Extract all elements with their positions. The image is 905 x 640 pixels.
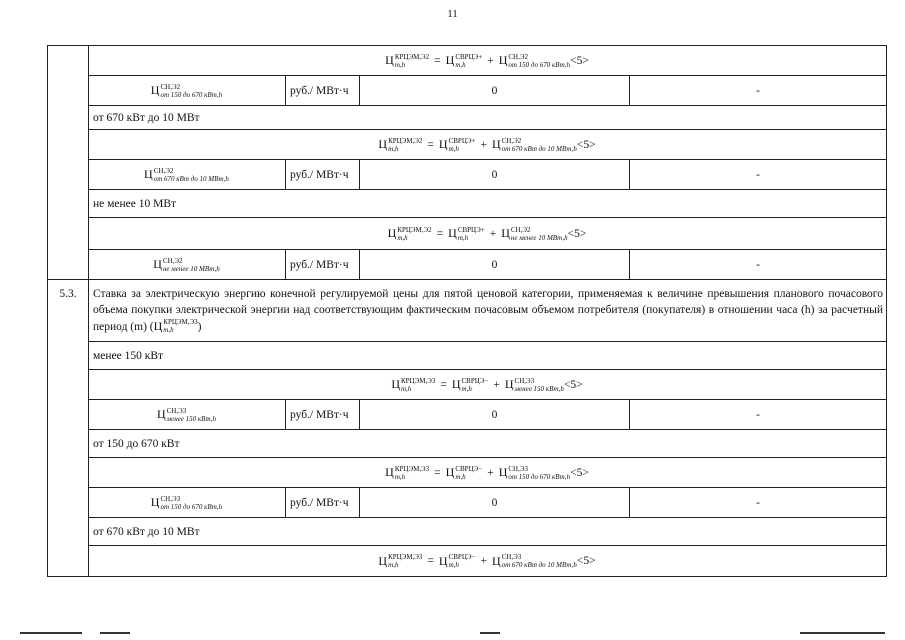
plus-sign: + <box>487 54 494 67</box>
scan-artifact-line <box>20 632 82 634</box>
formula-row: Ц КРЦЭМ,Э3 m,h = Ц СВРЦЭ− m,h + Ц СН,Э3 менее 150 кВт,h <5> <box>88 370 886 400</box>
dash-cell: - <box>756 258 760 271</box>
section-number: 5.3. <box>59 288 77 300</box>
unit-cell: руб./ МВт·ч <box>286 400 360 429</box>
dash-cell: - <box>756 84 760 97</box>
unit-cell: руб./ МВт·ч <box>286 76 360 105</box>
formula-term: Ц СН,Э2 от 150 до 670 кВт,h <box>498 52 571 69</box>
category-label: менее 150 кВт <box>88 342 886 370</box>
table-row <box>88 76 886 106</box>
table-row: Ц СН,Э2 не менее 10 МВт,h руб./ МВт·ч 0 - <box>48 250 886 280</box>
value-cell: 0 <box>360 400 630 429</box>
page-number: 11 <box>447 8 458 20</box>
formula-row: Ц КРЦЭМ,Э2 m,h = Ц СВРЦЭ+ m,h + Ц СН,Э2 от 670 кВт до 10 МВт,h <5> <box>88 130 886 160</box>
formula-row <box>88 46 886 76</box>
formula-footnote: <5> <box>570 54 589 67</box>
formula-row: Ц КРЦЭМ,Э3 m,h = Ц СВРЦЭ− m,h + Ц СН,Э3 от 670 кВт до 10 МВт,h <5> <box>378 553 596 569</box>
section-text: Ставка за электрическую энергию конечной регулируемой цены для пятой ценовой категории, применяемая к величине превышения планового почасового объема покупки электрической энергии над соответствующим фактическим почасовым объемом потребителя (покупателя) в отношении часа (h) за расчетный период (m) ( Ц КРЦЭМ,Э3 m,h ) <box>93 288 883 334</box>
unit-cell: руб./ МВт·ч <box>286 160 360 189</box>
tariff-table <box>47 45 887 577</box>
scan-artifact-line <box>800 632 885 634</box>
equals-sign: = <box>434 54 441 67</box>
category-label: от 150 до 670 кВт <box>88 430 886 458</box>
category-label: от 670 кВт до 10 МВт <box>88 518 886 546</box>
category-label: не менее 10 МВт <box>88 190 886 218</box>
formula-row: Ц КРЦЭМ,Э2 m,h = Ц СВРЦЭ+ m,h + Ц СН,Э2 не менее 10 МВт,h <5> <box>88 218 886 250</box>
dash-cell: - <box>756 408 760 421</box>
table-row: Ц СН,Э2 от 670 кВт до 10 МВт,h руб./ МВт·ч 0 - <box>88 160 886 190</box>
formula-term: Ц СВРЦЭ+ m,h <box>445 52 483 69</box>
unit-cell: руб./ МВт·ч <box>286 250 360 279</box>
unit-cell: руб./ МВт·ч <box>286 488 360 517</box>
rate-symbol: Ц СН,Э2 от 150 до 670 кВт,h <box>150 82 223 99</box>
value-cell: 0 <box>360 160 630 189</box>
dash-cell: - <box>756 496 760 509</box>
scan-artifact-line <box>100 632 130 634</box>
formula-lhs: Ц КРЦЭМ,Э2 m,h <box>385 52 430 69</box>
formula-row: Ц КРЦЭМ,Э3 m,h = Ц СВРЦЭ− m,h + Ц СН,Э3 от 150 до 670 кВт,h <5> <box>88 458 886 488</box>
value-cell: 0 <box>360 250 630 279</box>
table-row: Ц СН,Э3 от 150 до 670 кВт,h руб./ МВт·ч 0 - <box>88 488 886 518</box>
dash-cell: - <box>756 168 760 181</box>
scan-artifact-line <box>480 632 500 634</box>
value-cell: 0 <box>360 488 630 517</box>
table-row: Ц СН,Э3 менее 150 кВт,h руб./ МВт·ч 0 - <box>88 400 886 430</box>
value-cell: 0 <box>360 76 630 105</box>
category-label: от 670 кВт до 10 МВт <box>88 106 886 130</box>
